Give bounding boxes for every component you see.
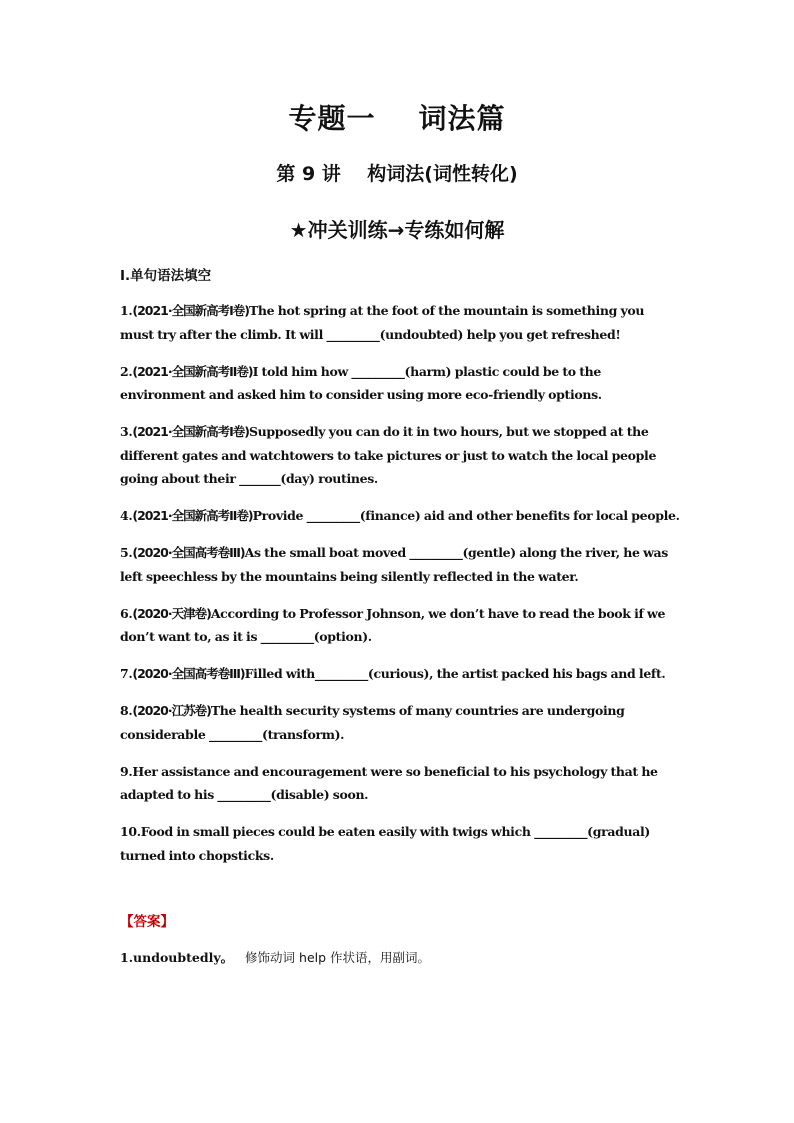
question-text: Food in small pieces could be eaten easily with twigs which _________(gradual) turned into chopsticks.	[120, 824, 650, 863]
question-number: 3.	[120, 424, 133, 439]
page-title: 专题一 词法篇	[288, 102, 506, 135]
section-title: ★冲关训练→专练如何解	[289, 218, 505, 242]
question-text: The health security systems of many countries are undergoing considerable _________(transform).	[120, 703, 625, 742]
question-item	[120, 662, 680, 686]
answer-explanation: 修饰动词 help 作状语，用副词。	[233, 950, 431, 965]
question-number: 8.	[120, 703, 133, 718]
question-text: Provide _________(finance) aid and other benefits for local people.	[252, 508, 680, 523]
answer-item	[120, 948, 430, 966]
question-source: (2021·全国新高考Ⅱ卷)	[132, 508, 253, 523]
question-number: 5.	[120, 545, 133, 560]
question-item	[120, 541, 680, 588]
question-text: Her assistance and encouragement were so beneficial to his psychology that he adapted to his _________(disable) soon.	[120, 763, 658, 802]
question-text: I told him how _________(harm) plastic could be to the environment and asked him to consider using more eco-friendly options.	[120, 363, 602, 402]
question-text: According to Professor Johnson, we don’t have to read the book if we don’t want to, as it is _________(option).	[120, 605, 666, 644]
question-list	[120, 299, 680, 881]
question-item	[120, 360, 680, 407]
question-item	[120, 820, 680, 867]
question-source: (2021·全国新高考Ⅰ卷)	[132, 424, 249, 439]
question-source: (2020·全国高考卷Ⅲ)	[132, 666, 245, 681]
question-text: Filled with_________(curious), the artist packed his bags and left.	[244, 666, 666, 681]
question-source: (2020·天津卷)	[132, 605, 211, 621]
question-number: 4.	[120, 508, 133, 523]
part-heading: Ⅰ.单句语法填空	[120, 268, 212, 284]
question-item	[120, 602, 680, 649]
question-source: (2020·江苏卷)	[132, 703, 211, 718]
question-source: (2021·全国新高考Ⅰ卷)	[132, 303, 249, 318]
question-item	[120, 420, 680, 491]
question-number: 1.	[120, 303, 133, 318]
question-source: (2021·全国新高考Ⅱ卷)	[132, 363, 253, 379]
question-source: (2020·全国高考卷Ⅲ)	[132, 545, 245, 560]
question-number: 7.	[120, 666, 133, 681]
question-number: 10.	[120, 824, 141, 839]
question-text: As the small boat moved _________(gentle) along the river, he was left speechless by the mountains being silently reflected in the water.	[120, 545, 668, 584]
answer-value: 1.undoubtedly。	[120, 950, 234, 965]
question-number: 9.	[120, 763, 133, 779]
question-number: 6.	[120, 605, 133, 621]
question-item	[120, 504, 680, 528]
lesson-subtitle: 第 9 讲 构词法(词性转化)	[276, 163, 518, 185]
question-text: Supposedly you can do it in two hours, but we stopped at the different gates and watchtowers to take pictures or just to watch the local people going about their _______(day) routines.	[120, 424, 657, 486]
question-item	[120, 699, 680, 746]
question-text: The hot spring at the foot of the mountain is something you must try after the climb. It will _________(undoubted) help you get refreshed!	[120, 303, 645, 342]
question-item	[120, 299, 680, 346]
answer-label: 【答案】	[120, 914, 174, 930]
question-number: 2.	[120, 363, 133, 379]
question-item	[120, 760, 680, 807]
